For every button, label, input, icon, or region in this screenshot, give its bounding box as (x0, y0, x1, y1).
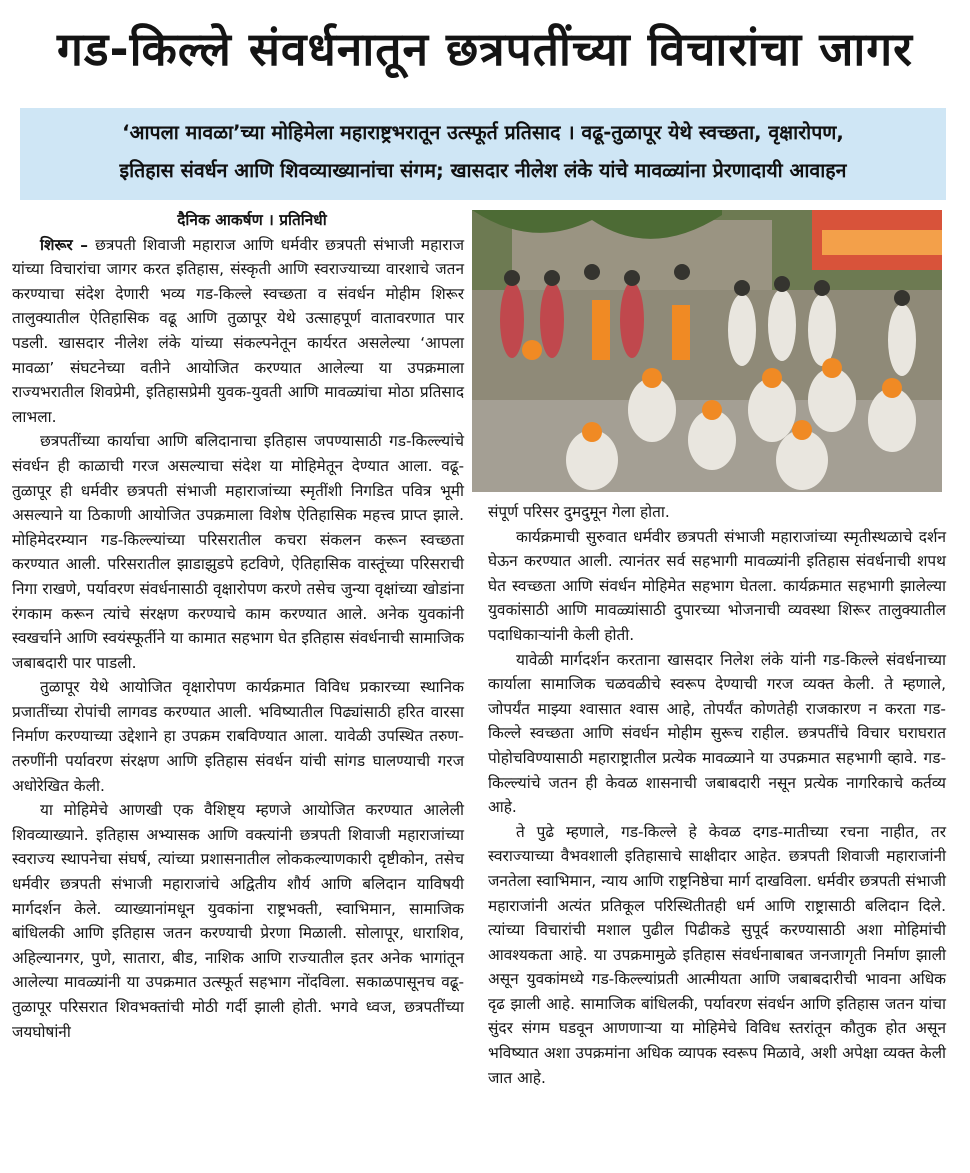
headline: गड-किल्ले संवर्धनातून छत्रपतींच्या विचारांचा जागर (57, 22, 913, 76)
deck-line-2: इतिहास संवर्धन आणि शिवव्याख्यानांचा संगम; खासदार नीलेश लंके यांचे मावळ्यांना प्रेरणादायी आवाहन (119, 159, 847, 182)
paragraph-5: संपूर्ण परिसर दुमदुमून गेला होता. (488, 503, 670, 521)
deck-line-1: ‘आपला मावळा’च्या मोहिमेला महाराष्ट्रभरातून उत्स्फूर्त प्रतिसाद । वढू-तुळापूर येथे स्वच्छता, वृक्षारोपण, (122, 121, 844, 144)
paragraph-1 (12, 233, 464, 430)
paragraph-1-text: छत्रपती शिवाजी महाराज आणि धर्मवीर छत्रपती संभाजी महाराज यांच्या विचारांचा जागर करत इतिहास, संस्कृती आणि स्वराज्याच्या वारशाचे जतन करण्याचा संदेश देणारी भव्य गड-किल्ले स्वच्छता व संवर्धन मोहीम शिरूर तालुक्यातील ऐतिहासिक वढू आणि तुळापूर येथे उत्साहपूर्ण वातावरणात पार पडली. खासदार नीलेश लंके यांच्या संकल्पनेतून कार्यरत असलेल्या ‘आपला मावळा’ संघटनेच्या वतीने आयोजित करण्यात आलेल्या या उपक्रमाला राज्यभरातील शिवप्रेमी, इतिहासप्रेमी युवक-युवती आणि मावळ्यांचा मोठा प्रतिसाद लाभला. (12, 235, 464, 426)
article-column-right (488, 500, 946, 1090)
news-photo (472, 210, 942, 492)
dateline: शिरूर – (40, 235, 88, 254)
article-column-left (12, 208, 464, 1044)
paragraph-7: यावेळी मार्गदर्शन करताना खासदार निलेश लंके यांनी गड-किल्ले संवर्धनाच्या कार्याला सामाजिक चळवळीचे स्वरूप देण्याची गरज व्यक्त केली. ते म्हणाले, जोपर्यंत माझ्या श्वासात श्वास आहे, तोपर्यंत कोणतेही राजकारण न करता गड-किल्ले स्वच्छता आणि संवर्धन मोहीम सुरूच राहील. छत्रपतींचे विचार घराघरात पोहोचविण्यासाठी महाराष्ट्रातील प्रत्येक मावळ्याने या उपक्रमात सहभागी व्हावे. गड-किल्ल्यांचे जतन ही केवळ शासनाची जबाबदारी नसून प्रत्येक नागरिकाचे कर्तव्य आहे. (488, 650, 946, 817)
paragraph-3: तुळापूर येथे आयोजित वृक्षारोपण कार्यक्रमात विविध प्रकारच्या स्थानिक प्रजातींच्या रोपांची लागवड करण्यात आली. भविष्यातील पिढ्यांसाठी हरित वारसा निर्माण करण्याच्या उद्देशाने हा उपक्रम राबविण्यात आला. यावेळी उपस्थित तरुण-तरुणींनी पर्यावरण संरक्षण आणि इतिहास संवर्धन यांची सांगड घालण्याची गरज अधोरेखित केली. (12, 678, 464, 795)
paragraph-8: ते पुढे म्हणाले, गड-किल्ले हे केवळ दगड-मातीच्या रचना नाहीत, तर स्वराज्याच्या वैभवशाली इतिहासाचे साक्षीदार आहेत. छत्रपती शिवाजी महाराजांनी जनतेला स्वाभिमान, न्याय आणि राष्ट्रनिष्ठेचा मार्ग दाखविला. धर्मवीर छत्रपती संभाजी महाराजांनी अत्यंत प्रतिकूल परिस्थितीतही धर्म आणि राष्ट्रासाठी बलिदान दिले. त्यांच्या विचारांची मशाल पुढील पिढीकडे सुपूर्द करण्यासाठी अशा मोहिमांची आवश्यकता आहे. या उपक्रमामुळे इतिहास संवर्धनाबाबत जनजागृती निर्माण झाली असून युवकांमध्ये गड-किल्ल्यांप्रती आत्मीयता आणि जबाबदारीची भावना अधिक दृढ झाली आहे. सामाजिक बांधिलकी, पर्यावरण संवर्धन आणि इतिहास जतन यांचा सुंदर संगम घडवून आणणाऱ्या या मोहिमेचे विविध स्तरांतून कौतुक होत असून भविष्यात अशा उपक्रमांना अधिक व्यापक स्वरूप मिळावे, अशी अपेक्षा व्यक्त केली जात आहे. (488, 822, 946, 1087)
paragraph-6: कार्यक्रमाची सुरुवात धर्मवीर छत्रपती संभाजी महाराजांच्या स्मृतीस्थळाचे दर्शन घेऊन करण्यात आली. त्यानंतर सर्व सहभागी मावळ्यांनी इतिहास संवर्धनाची शपथ घेत स्वच्छता आणि संवर्धन मोहिमेत सहभाग घेतला. कार्यक्रमात सहभागी झालेल्या युवकांसाठी आणि मावळ्यांसाठी दुपारच्या भोजनाची व्यवस्था शिरूर तालुक्यातील पदाधिकाऱ्यांनी केली होती. (488, 527, 946, 644)
paragraph-4: या मोहिमेचे आणखी एक वैशिष्ट्य म्हणजे आयोजित करण्यात आलेली शिवव्याख्याने. इतिहास अभ्यासक आणि वक्त्यांनी छत्रपती शिवाजी महाराजांच्या स्वराज्य स्थापनेचा संघर्ष, त्यांच्या प्रशासनातील लोककल्याणकारी दृष्टीकोन, तसेच धर्मवीर छत्रपती संभाजी महाराजांचे अद्वितीय शौर्य आणि बलिदान याविषयी मार्गदर्शन केले. व्याख्यानांमधून युवकांना राष्ट्रभक्ती, स्वाभिमान, सामाजिक बांधिलकी आणि इतिहास जतन करण्याची प्रेरणा मिळाली. सोलापूर, धाराशिव, अहिल्यानगर, पुणे, सातारा, बीड, नाशिक आणि राज्यातील इतर अनेक भागांतून आलेल्या मावळ्यांनी या उपक्रमात उत्स्फूर्त सहभाग नोंदविला. सकाळपासूनच वढू-तुळापूर परिसरात शिवभक्तांची मोठी गर्दी झाली होती. भगवे ध्वज, छत्रपतींच्या जयघोषांनी (12, 801, 464, 1041)
deck-box (20, 108, 946, 200)
paragraph-2: छत्रपतींच्या कार्याचा आणि बलिदानाचा इतिहास जपण्यासाठी गड-किल्ल्यांचे संवर्धन ही काळाची गरज असल्याचा संदेश या मोहिमेतून देण्यात आला. वढू-तुळापूर ही धर्मवीर छत्रपती संभाजी महाराजांच्या स्मृतींशी निगडित पवित्र भूमी असल्याने या ठिकाणी आयोजित उपक्रमाला विशेष ऐतिहासिक महत्त्व प्राप्त झाले. मोहिमेदरम्यान गड-किल्ल्यांच्या परिसरातील कचरा संकलन करून स्वच्छता करण्यात आली. परिसरातील झाडाझुडपे हटविणे, ऐतिहासिक वास्तूंच्या परिसराची निगा राखणे, पर्यावरण संवर्धनासाठी वृक्षारोपण करणे तसेच जुन्या वृक्षांच्या खोडांना रंगकाम करून त्यांचे संरक्षण करण्याचे काम करण्यात आले. अनेक युवकांनी स्वखर्चाने आणि स्वयंस्फूर्तीने या कामात सहभाग घेत इतिहास संवर्धनाची सामाजिक जबाबदारी पार पाडली. (12, 432, 464, 672)
byline: दैनिक आकर्षण । प्रतिनिधी (177, 211, 327, 229)
